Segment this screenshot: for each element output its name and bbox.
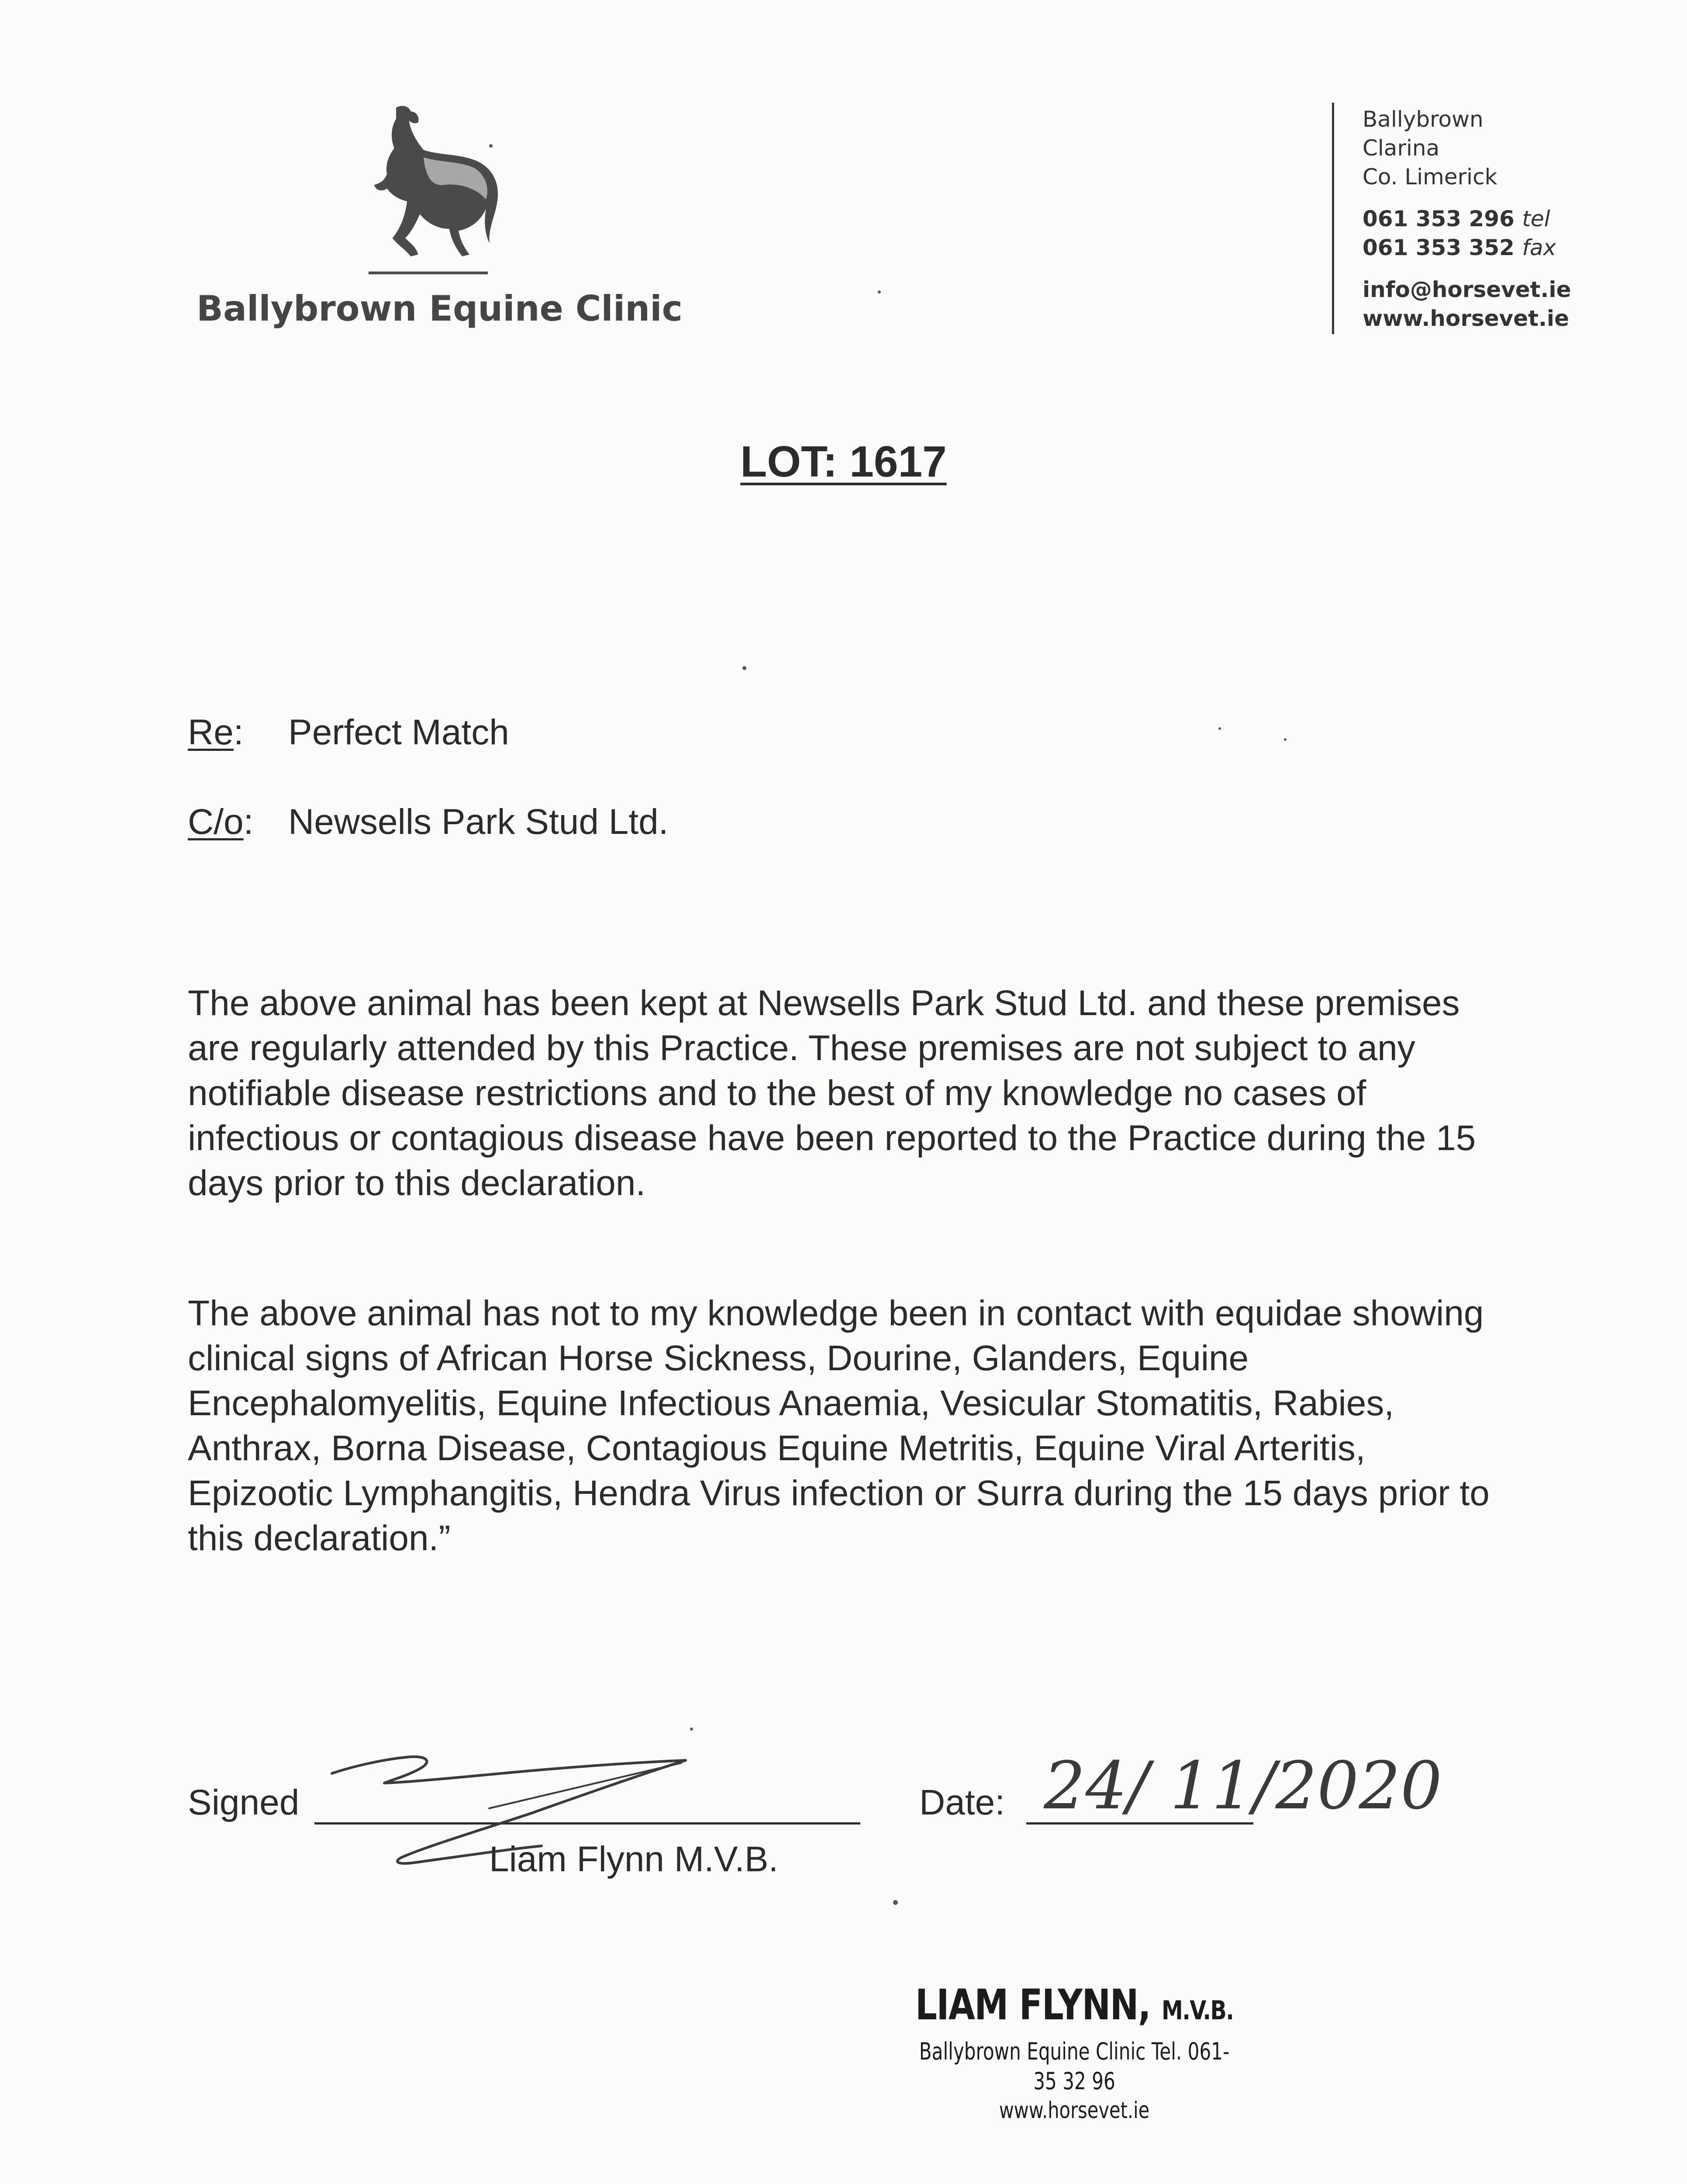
fax-suffix: fax: [1522, 235, 1556, 260]
scan-speck: [690, 1728, 693, 1731]
email: info@horsevet.ie: [1363, 277, 1571, 302]
tel-line: [1363, 204, 1571, 233]
signed-label: Signed: [188, 1783, 300, 1822]
address-line-1: Ballybrown: [1363, 107, 1483, 132]
scan-speck: [1284, 738, 1287, 741]
vet-stamp: [873, 1979, 1275, 2125]
date-label: Date:: [919, 1783, 1005, 1822]
scan-speck: [878, 290, 881, 294]
declaration-paragraph-1: The above animal has been kept at Newsells Park Stud Ltd. and these premises are regularly attended by this Practice. These premises are not subject to any notifiable disease restrictions and to the best of my knowledge no cases of infectious or contagious disease have been reported to the Practice during the 15 days prior to this declaration.: [188, 983, 1476, 1203]
handwritten-date: [1026, 1743, 1442, 1843]
re-value: Perfect Match: [288, 712, 509, 752]
clinic-name: Ballybrown Equine Clinic: [197, 288, 683, 329]
co-value: Newsells Park Stud Ltd.: [288, 802, 669, 842]
scan-speck: [742, 666, 746, 670]
re-row: [188, 712, 509, 753]
scan-speck: [893, 1900, 898, 1905]
stamp-clinic-line: Ballybrown Equine Clinic Tel. 061-35 32 96: [919, 2038, 1230, 2095]
svg-text:24/ 11/2020: 24/ 11/2020: [1044, 1748, 1442, 1824]
fax-number: 061 353 352: [1363, 235, 1515, 260]
signer-name: Liam Flynn M.V.B.: [489, 1839, 779, 1879]
tel-number: 061 353 296: [1363, 206, 1515, 232]
re-label: Re:: [188, 712, 244, 752]
address-block: [1363, 105, 1571, 333]
stamp-name: LIAM FLYNN, M.V.B.: [915, 1980, 1234, 2029]
fax-line: [1363, 233, 1571, 262]
co-row: [188, 802, 669, 843]
scan-speck: [489, 144, 493, 148]
rearing-horse-icon: [332, 100, 515, 284]
scan-speck: [1218, 727, 1221, 730]
address-line-3: Co. Limerick: [1363, 164, 1497, 190]
address-line-2: Clarina: [1363, 135, 1440, 161]
declaration-paragraph-2: The above animal has not to my knowledge been in contact with equidae showing clinical signs of African Horse Sickness, Dourine, Glanders, Equine Encephalomyelitis, Equine Infectious Anaemia, Vesicular Stomatitis, Rabies, Anthrax, Borna Disease, Contagious Equine Metritis, Equine Viral Arteritis, Epizootic Lymphangitis, Hendra Virus infection or Surra during the 15 days prior to this declaration.”: [188, 1293, 1490, 1558]
letterhead-divider: [1332, 103, 1334, 334]
website: www.horsevet.ie: [1363, 306, 1570, 331]
lot-title: LOT: 1617: [740, 437, 947, 486]
co-label: C/o:: [188, 802, 254, 842]
tel-suffix: tel: [1522, 206, 1550, 232]
stamp-website: www.horsevet.ie: [999, 2098, 1150, 2124]
